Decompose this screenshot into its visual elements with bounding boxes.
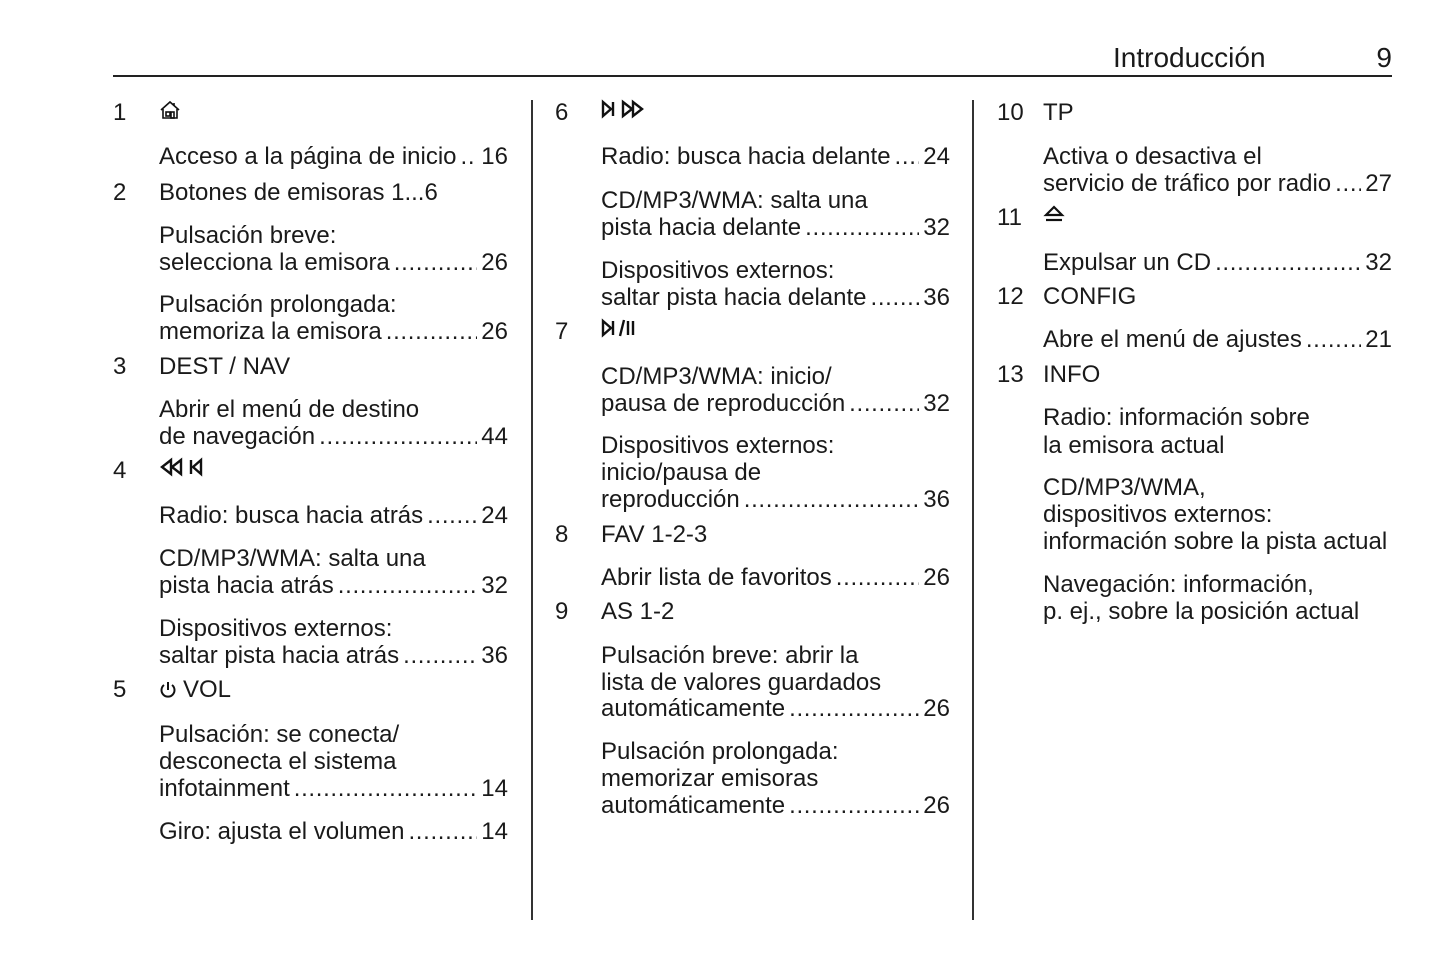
description-line — [1043, 170, 1392, 198]
description-line — [601, 459, 761, 487]
fast-forward-icon — [621, 99, 645, 119]
description-text: Radio: busca hacia atrás — [159, 502, 424, 529]
description-line — [1043, 432, 1224, 460]
description-line — [1043, 143, 1262, 171]
description-line — [159, 318, 508, 346]
description-text: Pulsación prolongada: — [159, 291, 397, 318]
description-text: Pulsación: se conecta/ — [159, 721, 400, 748]
description-text: Giro: ajusta el volumen — [159, 818, 405, 845]
description-line — [601, 695, 950, 723]
item-title — [159, 353, 290, 381]
description-text: Pulsación breve: — [159, 222, 337, 249]
item-number: 4 — [113, 457, 127, 484]
description-line — [159, 818, 508, 846]
item-number: 10 — [997, 99, 1024, 126]
page-reference[interactable]: 32 — [481, 572, 508, 599]
leader-dots — [386, 318, 478, 346]
description-text: Acceso a la página de inicio — [159, 143, 457, 170]
description-line — [159, 222, 336, 250]
item-number: 12 — [997, 283, 1024, 310]
description-text: automáticamente — [601, 695, 786, 722]
page-reference[interactable]: 32 — [923, 214, 950, 241]
description-line — [601, 738, 839, 766]
description-line — [1043, 528, 1387, 556]
leader-dots — [849, 390, 919, 418]
description-text: reproducción — [601, 486, 740, 513]
column-divider — [972, 100, 974, 920]
description-text: Abrir lista de favoritos — [601, 564, 832, 591]
item-number: 2 — [113, 179, 127, 206]
page-reference[interactable]: 24 — [923, 143, 950, 170]
item-number: 11 — [997, 204, 1022, 231]
page-reference[interactable]: 36 — [923, 486, 950, 513]
item-number: 6 — [555, 99, 569, 126]
description-line — [159, 642, 508, 670]
leader-dots — [1215, 249, 1361, 277]
description-line — [1043, 474, 1206, 502]
page-reference[interactable]: 26 — [481, 318, 508, 345]
item-title-text: FAV 1-2-3 — [601, 521, 708, 548]
item-number: 8 — [555, 521, 569, 548]
leader-dots — [408, 818, 477, 846]
leader-dots — [1306, 326, 1361, 354]
leader-dots — [744, 486, 920, 514]
item-title-text: INFO — [1043, 361, 1101, 388]
description-line — [601, 143, 950, 171]
description-line — [1043, 571, 1314, 599]
description-text: saltar pista hacia delante — [601, 284, 867, 311]
item-title-text: Botones de emisoras 1...6 — [159, 179, 438, 206]
description-line — [1043, 326, 1392, 354]
description-line — [159, 721, 399, 749]
skip-back-icon — [189, 457, 203, 477]
item-number: 3 — [113, 353, 127, 380]
leader-dots — [403, 642, 477, 670]
description-text: inicio/pausa de — [601, 459, 762, 486]
running-header-title: Introducción — [1113, 42, 1266, 73]
description-line — [159, 775, 508, 803]
description-line — [601, 669, 881, 697]
item-title — [1043, 204, 1065, 224]
description-line — [159, 423, 508, 451]
home-icon — [159, 99, 181, 121]
leader-dots — [805, 214, 919, 242]
item-title — [1043, 99, 1074, 127]
description-line — [159, 291, 397, 319]
description-line — [601, 792, 950, 820]
description-line — [1043, 598, 1359, 626]
leader-dots — [461, 143, 478, 171]
description-text: infotainment — [159, 775, 290, 802]
leader-dots — [836, 564, 920, 592]
page-reference[interactable]: 26 — [923, 695, 950, 722]
description-text: CD/MP3/WMA: salta una — [601, 187, 868, 214]
item-number: 9 — [555, 598, 569, 625]
item-title — [601, 99, 645, 119]
description-text: memoriza la emisora — [159, 318, 382, 345]
description-line — [601, 390, 950, 418]
description-line — [601, 214, 950, 242]
description-line — [601, 284, 950, 312]
description-line — [601, 642, 858, 670]
description-text: automáticamente — [601, 792, 786, 819]
description-line — [601, 187, 868, 215]
description-text: CD/MP3/WMA: inicio/ — [601, 363, 832, 390]
page-reference[interactable]: 21 — [1365, 326, 1392, 353]
description-text: memorizar emisoras — [601, 765, 819, 792]
description-text: Abrir el menú de destino — [159, 396, 420, 423]
play-pause-icon — [601, 318, 635, 338]
page-reference[interactable]: 26 — [923, 564, 950, 591]
page-reference[interactable]: 24 — [481, 502, 508, 529]
description-text: pista hacia delante — [601, 214, 802, 241]
page-reference[interactable]: 32 — [1365, 249, 1392, 276]
column-divider — [531, 100, 533, 920]
description-text: Pulsación prolongada: — [601, 738, 839, 765]
skip-forward-icon — [601, 99, 615, 119]
item-title-text: TP — [1043, 99, 1074, 126]
description-text: Radio: busca hacia delante — [601, 143, 891, 170]
description-line — [159, 396, 419, 424]
description-text: dispositivos externos: — [1043, 501, 1273, 528]
item-title-text: CONFIG — [1043, 283, 1137, 310]
description-text: saltar pista hacia atrás — [159, 642, 400, 669]
item-title — [601, 521, 707, 549]
description-line — [159, 502, 508, 530]
description-text: servicio de tráfico por radio — [1043, 170, 1332, 197]
description-line — [1043, 249, 1392, 277]
page-reference[interactable]: 27 — [1365, 170, 1392, 197]
description-line — [601, 257, 834, 285]
leader-dots — [394, 249, 478, 277]
description-line — [159, 748, 396, 776]
page-reference[interactable]: 26 — [481, 249, 508, 276]
item-number: 7 — [555, 318, 569, 345]
description-line — [159, 615, 392, 643]
leader-dots — [789, 792, 919, 820]
page-reference[interactable]: 36 — [923, 284, 950, 311]
description-text: Abre el menú de ajustes — [1043, 326, 1302, 353]
description-text: lista de valores guardados — [601, 669, 882, 696]
description-text: la emisora actual — [1043, 432, 1225, 459]
page-reference[interactable]: 44 — [481, 423, 508, 450]
description-line — [1043, 404, 1310, 432]
item-title-text: VOL — [183, 676, 232, 703]
item-number: 13 — [997, 361, 1024, 388]
page-number: 9 — [1376, 42, 1392, 73]
item-title — [1043, 361, 1100, 389]
leader-dots — [338, 572, 478, 600]
page-reference[interactable]: 14 — [481, 818, 508, 845]
description-line — [601, 432, 834, 460]
description-text: Dispositivos externos: — [601, 432, 835, 459]
description-text: selecciona la emisora — [159, 249, 390, 276]
page-reference[interactable]: 36 — [481, 642, 508, 669]
leader-dots — [427, 502, 477, 530]
item-title — [601, 318, 635, 338]
item-title — [159, 179, 438, 207]
item-title — [159, 99, 181, 121]
description-line — [159, 143, 508, 171]
description-line — [159, 249, 508, 277]
description-text: CD/MP3/WMA, — [1043, 474, 1206, 501]
page-reference[interactable]: 32 — [923, 390, 950, 417]
description-line — [601, 765, 818, 793]
description-line — [1043, 501, 1272, 529]
description-text: información sobre la pista actual — [1043, 528, 1388, 555]
page-reference[interactable]: 16 — [481, 143, 508, 170]
description-text: desconecta el sistema — [159, 748, 397, 775]
description-text: p. ej., sobre la posición actual — [1043, 598, 1360, 625]
description-line — [601, 486, 950, 514]
leader-dots — [895, 143, 920, 171]
item-title-text: AS 1-2 — [601, 598, 675, 625]
description-line — [601, 363, 832, 391]
description-line — [159, 545, 426, 573]
leader-dots — [789, 695, 919, 723]
description-text: Pulsación breve: abrir la — [601, 642, 859, 669]
description-text: pista hacia atrás — [159, 572, 334, 599]
page-reference[interactable]: 14 — [481, 775, 508, 802]
description-line — [601, 564, 950, 592]
item-title — [601, 598, 674, 626]
description-text: pausa de reproducción — [601, 390, 846, 417]
fast-rewind-icon — [159, 457, 183, 477]
leader-dots — [294, 775, 478, 803]
description-text: Dispositivos externos: — [159, 615, 393, 642]
item-title — [1043, 283, 1136, 311]
description-text: de navegación — [159, 423, 316, 450]
item-number: 1 — [113, 99, 127, 126]
item-title — [159, 676, 231, 704]
description-text: CD/MP3/WMA: salta una — [159, 545, 426, 572]
page-reference[interactable]: 26 — [923, 792, 950, 819]
description-text: Expulsar un CD — [1043, 249, 1212, 276]
leader-dots — [319, 423, 477, 451]
description-text: Activa o desactiva el — [1043, 143, 1262, 170]
eject-icon — [1043, 204, 1065, 224]
header-rule — [113, 75, 1392, 77]
leader-dots — [871, 284, 920, 312]
leader-dots — [1335, 170, 1361, 198]
description-text: Dispositivos externos: — [601, 257, 835, 284]
description-text: Radio: información sobre — [1043, 404, 1310, 431]
description-line — [159, 572, 508, 600]
description-text: Navegación: información, — [1043, 571, 1314, 598]
power-icon — [159, 680, 177, 700]
item-number: 5 — [113, 676, 127, 703]
item-title-text: DEST / NAV — [159, 353, 291, 380]
item-title — [159, 457, 203, 477]
